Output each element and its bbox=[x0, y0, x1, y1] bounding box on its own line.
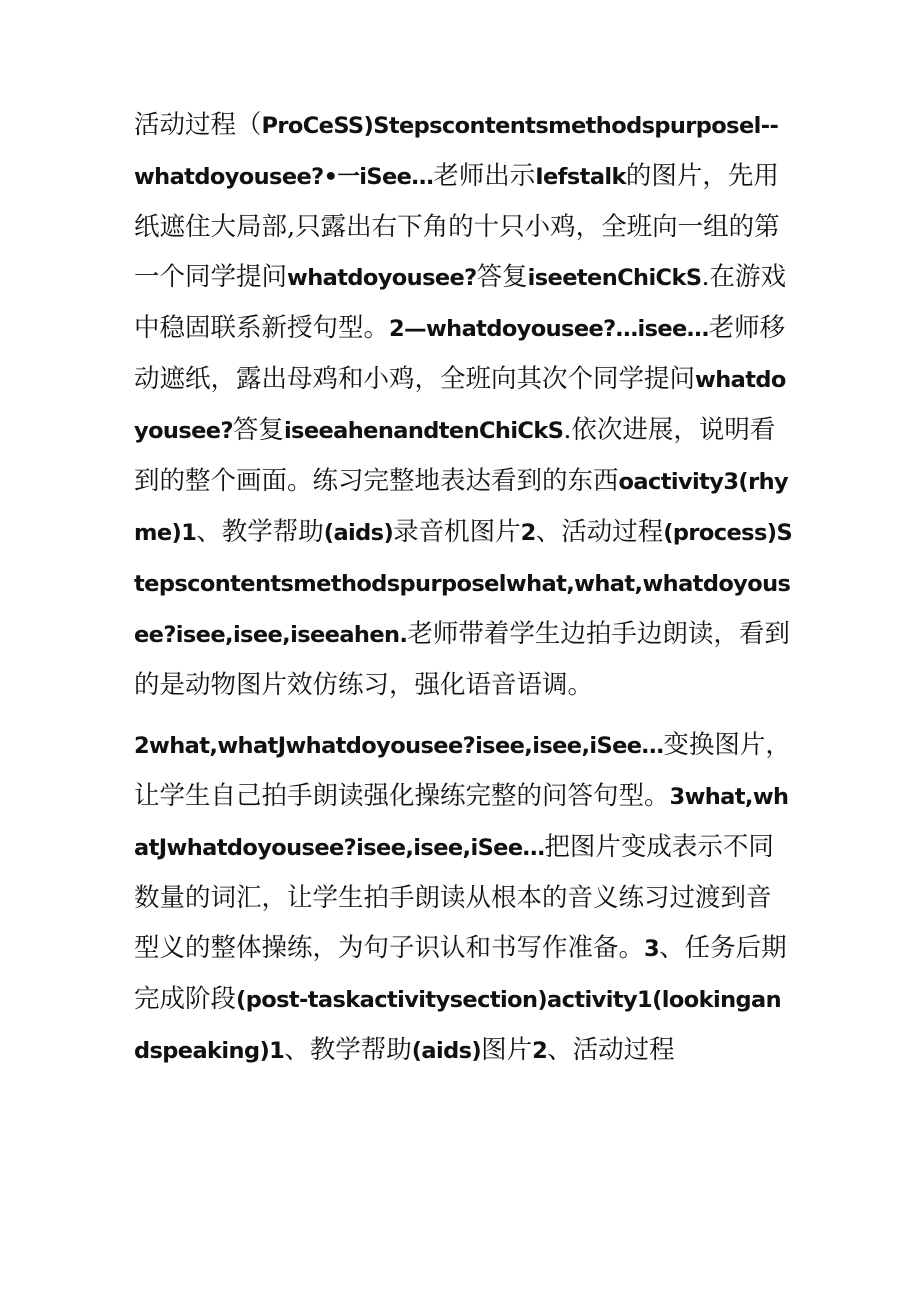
text-run: 图片 bbox=[481, 1035, 533, 1065]
text-run: 、教学帮助 bbox=[284, 1035, 412, 1065]
text-run: 变换图片，让学生自己拍手朗读强化操练完整的问答句型。 bbox=[134, 730, 791, 811]
text-run-bold: iseetenChiCkS bbox=[527, 265, 702, 291]
text-run-bold: (aids) bbox=[323, 520, 394, 546]
text-run-bold: oactivity3(rhyme)1 bbox=[134, 469, 789, 546]
text-run: 、任务后期完成阶段 bbox=[134, 933, 787, 1014]
text-run-bold: (post-taskactivitysection)activity1(lookingandspeaking)1 bbox=[134, 987, 782, 1064]
text-run: 答复 bbox=[232, 415, 284, 445]
text-run: 录音机图片 bbox=[393, 517, 521, 547]
paragraph-1 bbox=[134, 100, 794, 710]
text-run-bold: ProCeSS)Stepscontentsmethodspurposel--whatdoyousee?•一iSee… bbox=[134, 113, 779, 190]
text-run-bold: 3what,whatJwhatdoyousee?isee,isee,iSee… bbox=[134, 784, 789, 861]
text-run-bold: (process)Stepscontentsmethodspurposelwhat,what,whatdoyousee?isee,isee,iseeahen. bbox=[134, 520, 793, 648]
text-run-bold: Iefstalk bbox=[535, 164, 626, 190]
text-run-bold: whatdoyousee? bbox=[134, 367, 786, 444]
text-run: 老师带着学生边拍手边朗读，看到的是动物图片效仿练习，强化语音语调。 bbox=[134, 619, 790, 700]
text-run-bold: 2 bbox=[532, 1038, 548, 1064]
text-run-bold: 2what,whatJwhatdoyousee?isee,isee,iSee… bbox=[134, 733, 664, 759]
text-run-bold: (aids) bbox=[411, 1038, 482, 1064]
text-run-bold: 2—whatdoyousee?…isee… bbox=[389, 316, 709, 342]
text-run: .在游戏中稳固联系新授句型。 bbox=[134, 262, 787, 343]
text-run-bold: 3 bbox=[644, 936, 660, 962]
text-run: 的图片，先用纸遮住大局部,只露出右下角的十只小鸡，全班向一组的第一个同学提问 bbox=[134, 161, 780, 292]
text-run: 答复 bbox=[476, 262, 528, 292]
text-run: 、活动过程 bbox=[547, 1035, 675, 1065]
text-run: 老师移动遮纸，露出母鸡和小鸡，全班向其次个同学提问 bbox=[134, 313, 786, 394]
paragraph-2 bbox=[134, 720, 794, 1076]
text-run: 活动过程（ bbox=[134, 110, 262, 140]
text-run-bold: whatdoyousee? bbox=[287, 265, 477, 291]
text-run: 把图片变成表示不同数量的词汇，让学生拍手朗读从根本的音义练习过渡到音型义的整体操练，为句子识认和书写作准备。 bbox=[134, 832, 774, 963]
document-body bbox=[134, 100, 794, 1076]
text-run: 、活动过程 bbox=[535, 517, 664, 547]
text-run: 老师出示 bbox=[433, 161, 536, 191]
text-run: .依次进展，说明看到的整个画面。练习完整地表达看到的东西 bbox=[134, 415, 776, 496]
text-run-bold: 2 bbox=[520, 520, 536, 546]
text-run-bold: iseeahenandtenChiCkS bbox=[283, 418, 564, 444]
text-run: 、教学帮助 bbox=[196, 517, 324, 547]
